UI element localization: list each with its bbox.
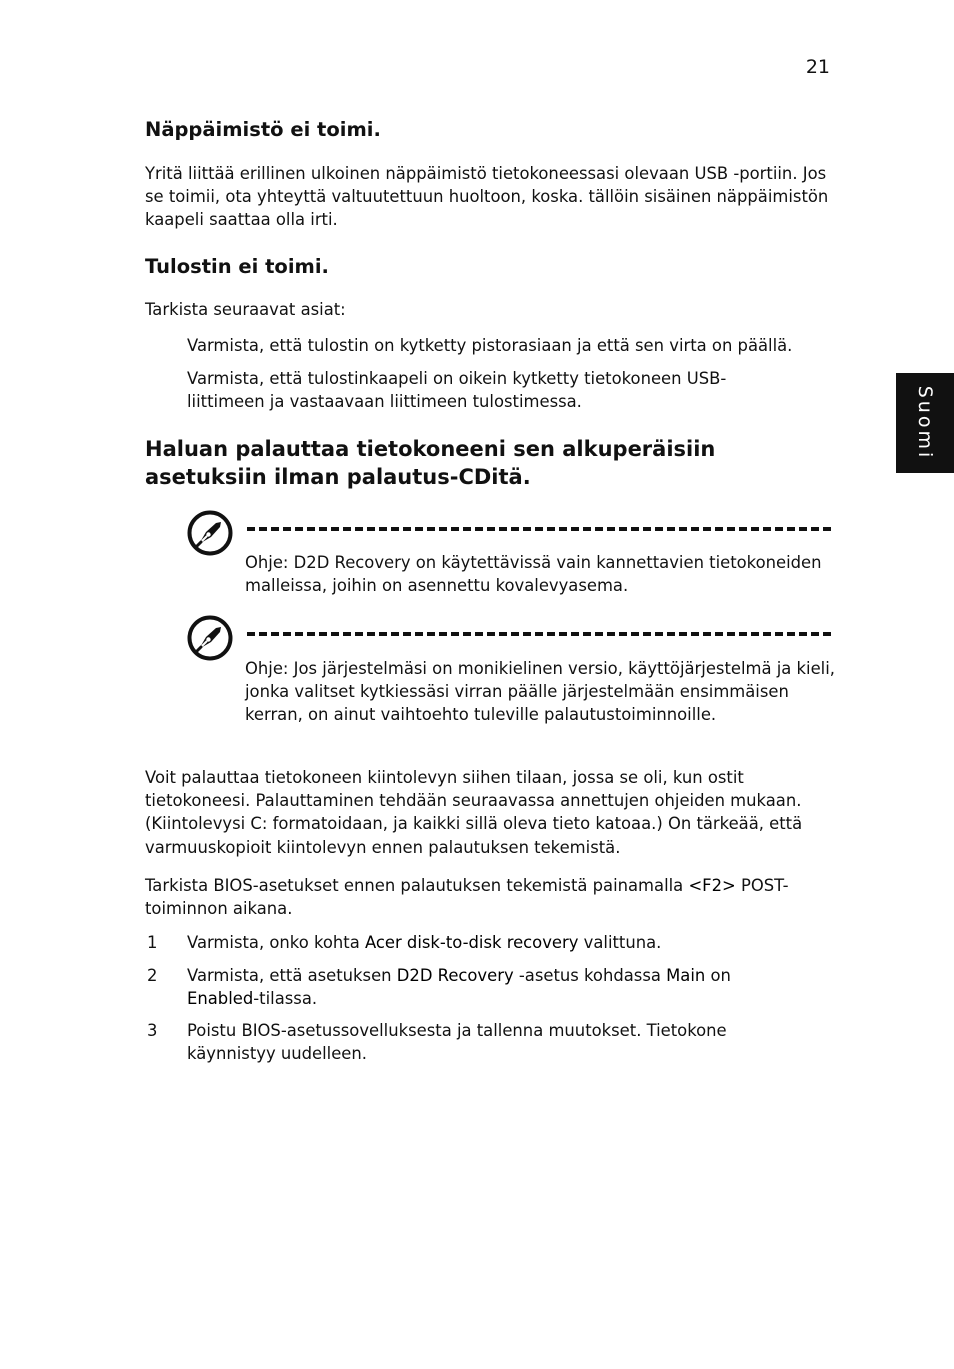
note-text: Jos järjestelmäsi on monikielinen versio, käyttöjärjestelmä ja kieli, jonka valitset kytkiessäsi virran päälle järjestelmään ensimmäisen kerran, on ainut vaihtoehto tuleville palautustoiminnoille. [245,659,835,725]
restore-paragraph-1: Voit palauttaa tietokoneen kiintolevyn siihen tilaan, jossa se oli, kun ostit tietokoneesi. Palauttaminen tehdään seuraavassa annettujen ohjeiden mukaan. (Kiintolevysi C: formatoidaan, ja kaikki sillä oleva tieto katoaa.) On tärkeää, että varmuuskopioit kiintolevyn ennen palautuksen tekemistä. [145,768,803,857]
menu-term: Main [666,966,706,985]
printer-item-1: Varmista, että tulostin on kytketty pistorasiaan ja että sen virta on päällä. [187,336,793,355]
step-text: on [705,966,731,985]
printer-heading: Tulostin ei toimi. [145,255,329,278]
restore-heading: Haluan palauttaa tietokoneeni sen alkuperäisiin asetuksiin ilman palautus-CDitä. [145,437,716,489]
note-label: Ohje: [245,659,289,678]
keyboard-heading: Näppäimistö ei toimi. [145,118,381,141]
note-pen-icon [187,510,233,556]
step-text: -tilassa. [253,989,318,1009]
keyboard-body: Yritä liittää erillinen ulkoinen näppäimistö tietokoneessasi olevaan USB -portiin. Jos se toimii, ota yhteyttä valtuutettuun huoltoon, koska. tällöin sisäinen näppäimistön kaapeli saattaa olla irti. [145,164,829,230]
step-text: -asetus kohdassa [513,966,667,985]
para-text: Tarkista BIOS-asetukset ennen palautuksen tekemistä painamalla [145,876,689,895]
printer-intro: Tarkista seuraavat asiat: [145,300,346,319]
page-number: 21 [805,56,830,78]
menu-term: Enabled [187,989,254,1009]
menu-term: Acer disk-to-disk recovery [364,933,579,952]
menu-term: D2D Recovery [396,966,514,985]
language-tab-label: Suomi [914,385,936,461]
language-tab [896,373,954,473]
key-f2: <F2> [688,876,736,895]
note-pen-icon [187,615,233,661]
step-number: 1 [147,933,158,952]
note-text: D2D Recovery on käytettävissä vain kannettavien tietokoneiden malleissa, joihin on asennettu kovalevyasema. [245,553,822,596]
step-number: 2 [147,966,158,985]
restore-paragraph-2 [145,874,835,920]
step-text: Varmista, että asetuksen [187,966,397,985]
printer-item-2: Varmista, että tulostinkaapeli on oikein kytketty tietokoneen USB-liittimeen ja vastaavaan liittimeen tulostimessa. [187,369,727,412]
note-label: Ohje: [245,553,289,572]
para-text: POST-toiminnon aikana. [145,876,789,919]
note-2 [245,657,835,727]
note-divider [247,527,831,531]
note-divider [247,632,831,636]
step-number: 3 [147,1021,158,1040]
note-1 [245,551,835,597]
step-text: Varmista, onko kohta [187,933,365,952]
step-1 [187,931,837,954]
step-3: Poistu BIOS-asetussovelluksesta ja tallenna muutokset. Tietokone käynnistyy uudelleen. [187,1021,727,1064]
step-text: valittuna. [578,933,662,952]
step-2 [187,964,837,1010]
